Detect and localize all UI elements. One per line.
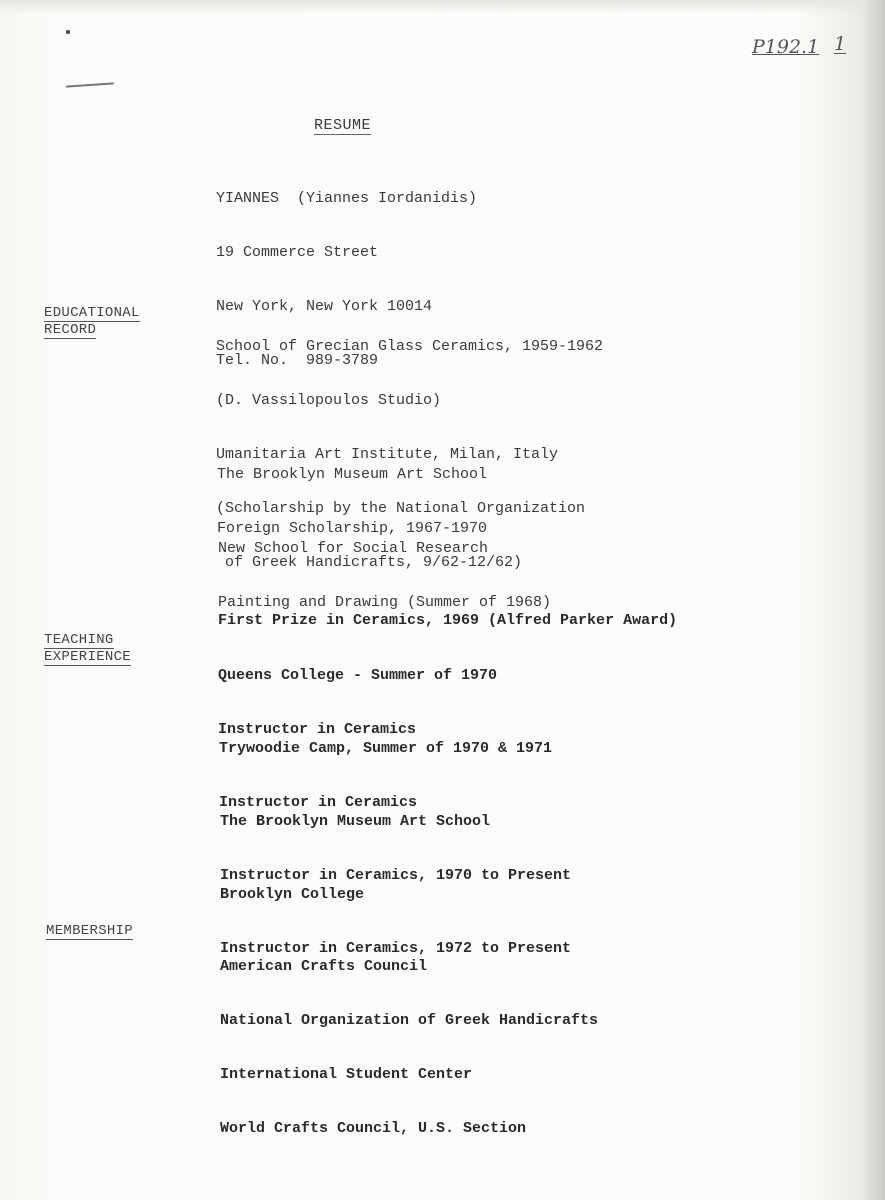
entry-line: Instructor in Ceramics, 1972 to Present xyxy=(220,940,572,957)
entry-line: Instructor in Ceramics xyxy=(219,794,418,811)
entry-line: The Brooklyn Museum Art School xyxy=(217,466,488,483)
membership-entry-list xyxy=(220,922,598,1174)
entry-line: Painting and Drawing (Summer of 1968) xyxy=(218,594,552,611)
entry-line: Umanitaria Art Institute, Milan, Italy xyxy=(216,446,559,463)
entry-line: Queens College - Summer of 1970 xyxy=(218,667,498,684)
ink-speck xyxy=(66,30,70,34)
entry-line: Instructor in Ceramics xyxy=(218,721,417,738)
header-city-line: New York, New York 10014 xyxy=(216,298,433,315)
handwritten-reference-note: P192.1 xyxy=(752,36,820,58)
entry-line: Brooklyn College xyxy=(220,886,365,903)
section-label-teaching xyxy=(44,632,131,666)
scan-top-edge xyxy=(0,0,885,14)
entry-line: National Organization of Greek Handicrafts xyxy=(220,1012,599,1029)
section-label-line: TEACHING xyxy=(44,632,114,648)
entry-line: Foreign Scholarship, 1967-1970 xyxy=(217,520,488,537)
section-label-line: RECORD xyxy=(44,322,97,338)
entry-line: The Brooklyn Museum Art School xyxy=(220,813,491,830)
handwritten-page-number: 1 xyxy=(834,33,847,55)
entry-line: of Greek Handicrafts, 9/62-12/62) xyxy=(216,554,523,571)
entry-line: New School for Social Research xyxy=(218,540,489,557)
section-label-membership xyxy=(46,923,133,940)
entry-line: School of Grecian Glass Ceramics, 1959-1962 xyxy=(216,338,604,355)
entry-line: Trywoodie Camp, Summer of 1970 & 1971 xyxy=(219,740,553,757)
entry-line: (Scholarship by the National Organization xyxy=(216,500,586,517)
section-label-education xyxy=(44,305,140,339)
pencil-mark xyxy=(66,82,114,87)
scan-right-edge xyxy=(863,0,885,1200)
header-phone-line: Tel. No. 989-3789 xyxy=(216,352,379,369)
section-label-line: MEMBERSHIP xyxy=(46,923,134,939)
entry-line: World Crafts Council, U.S. Section xyxy=(220,1120,527,1137)
entry-line: Instructor in Ceramics, 1970 to Present xyxy=(220,867,572,884)
entry-line: (D. Vassilopoulos Studio) xyxy=(216,392,442,409)
entry-line: First Prize in Ceramics, 1969 (Alfred Parker Award) xyxy=(218,612,678,629)
section-label-line: EXPERIENCE xyxy=(44,649,132,665)
header-street-line: 19 Commerce Street xyxy=(216,244,379,261)
header-name-line: YIANNES (Yiannes Iordanidis) xyxy=(216,190,478,207)
entry-line: American Crafts Council xyxy=(220,958,428,975)
section-label-line: EDUCATIONAL xyxy=(44,305,140,321)
document-title: RESUME xyxy=(314,117,372,134)
entry-line: International Student Center xyxy=(220,1066,473,1083)
